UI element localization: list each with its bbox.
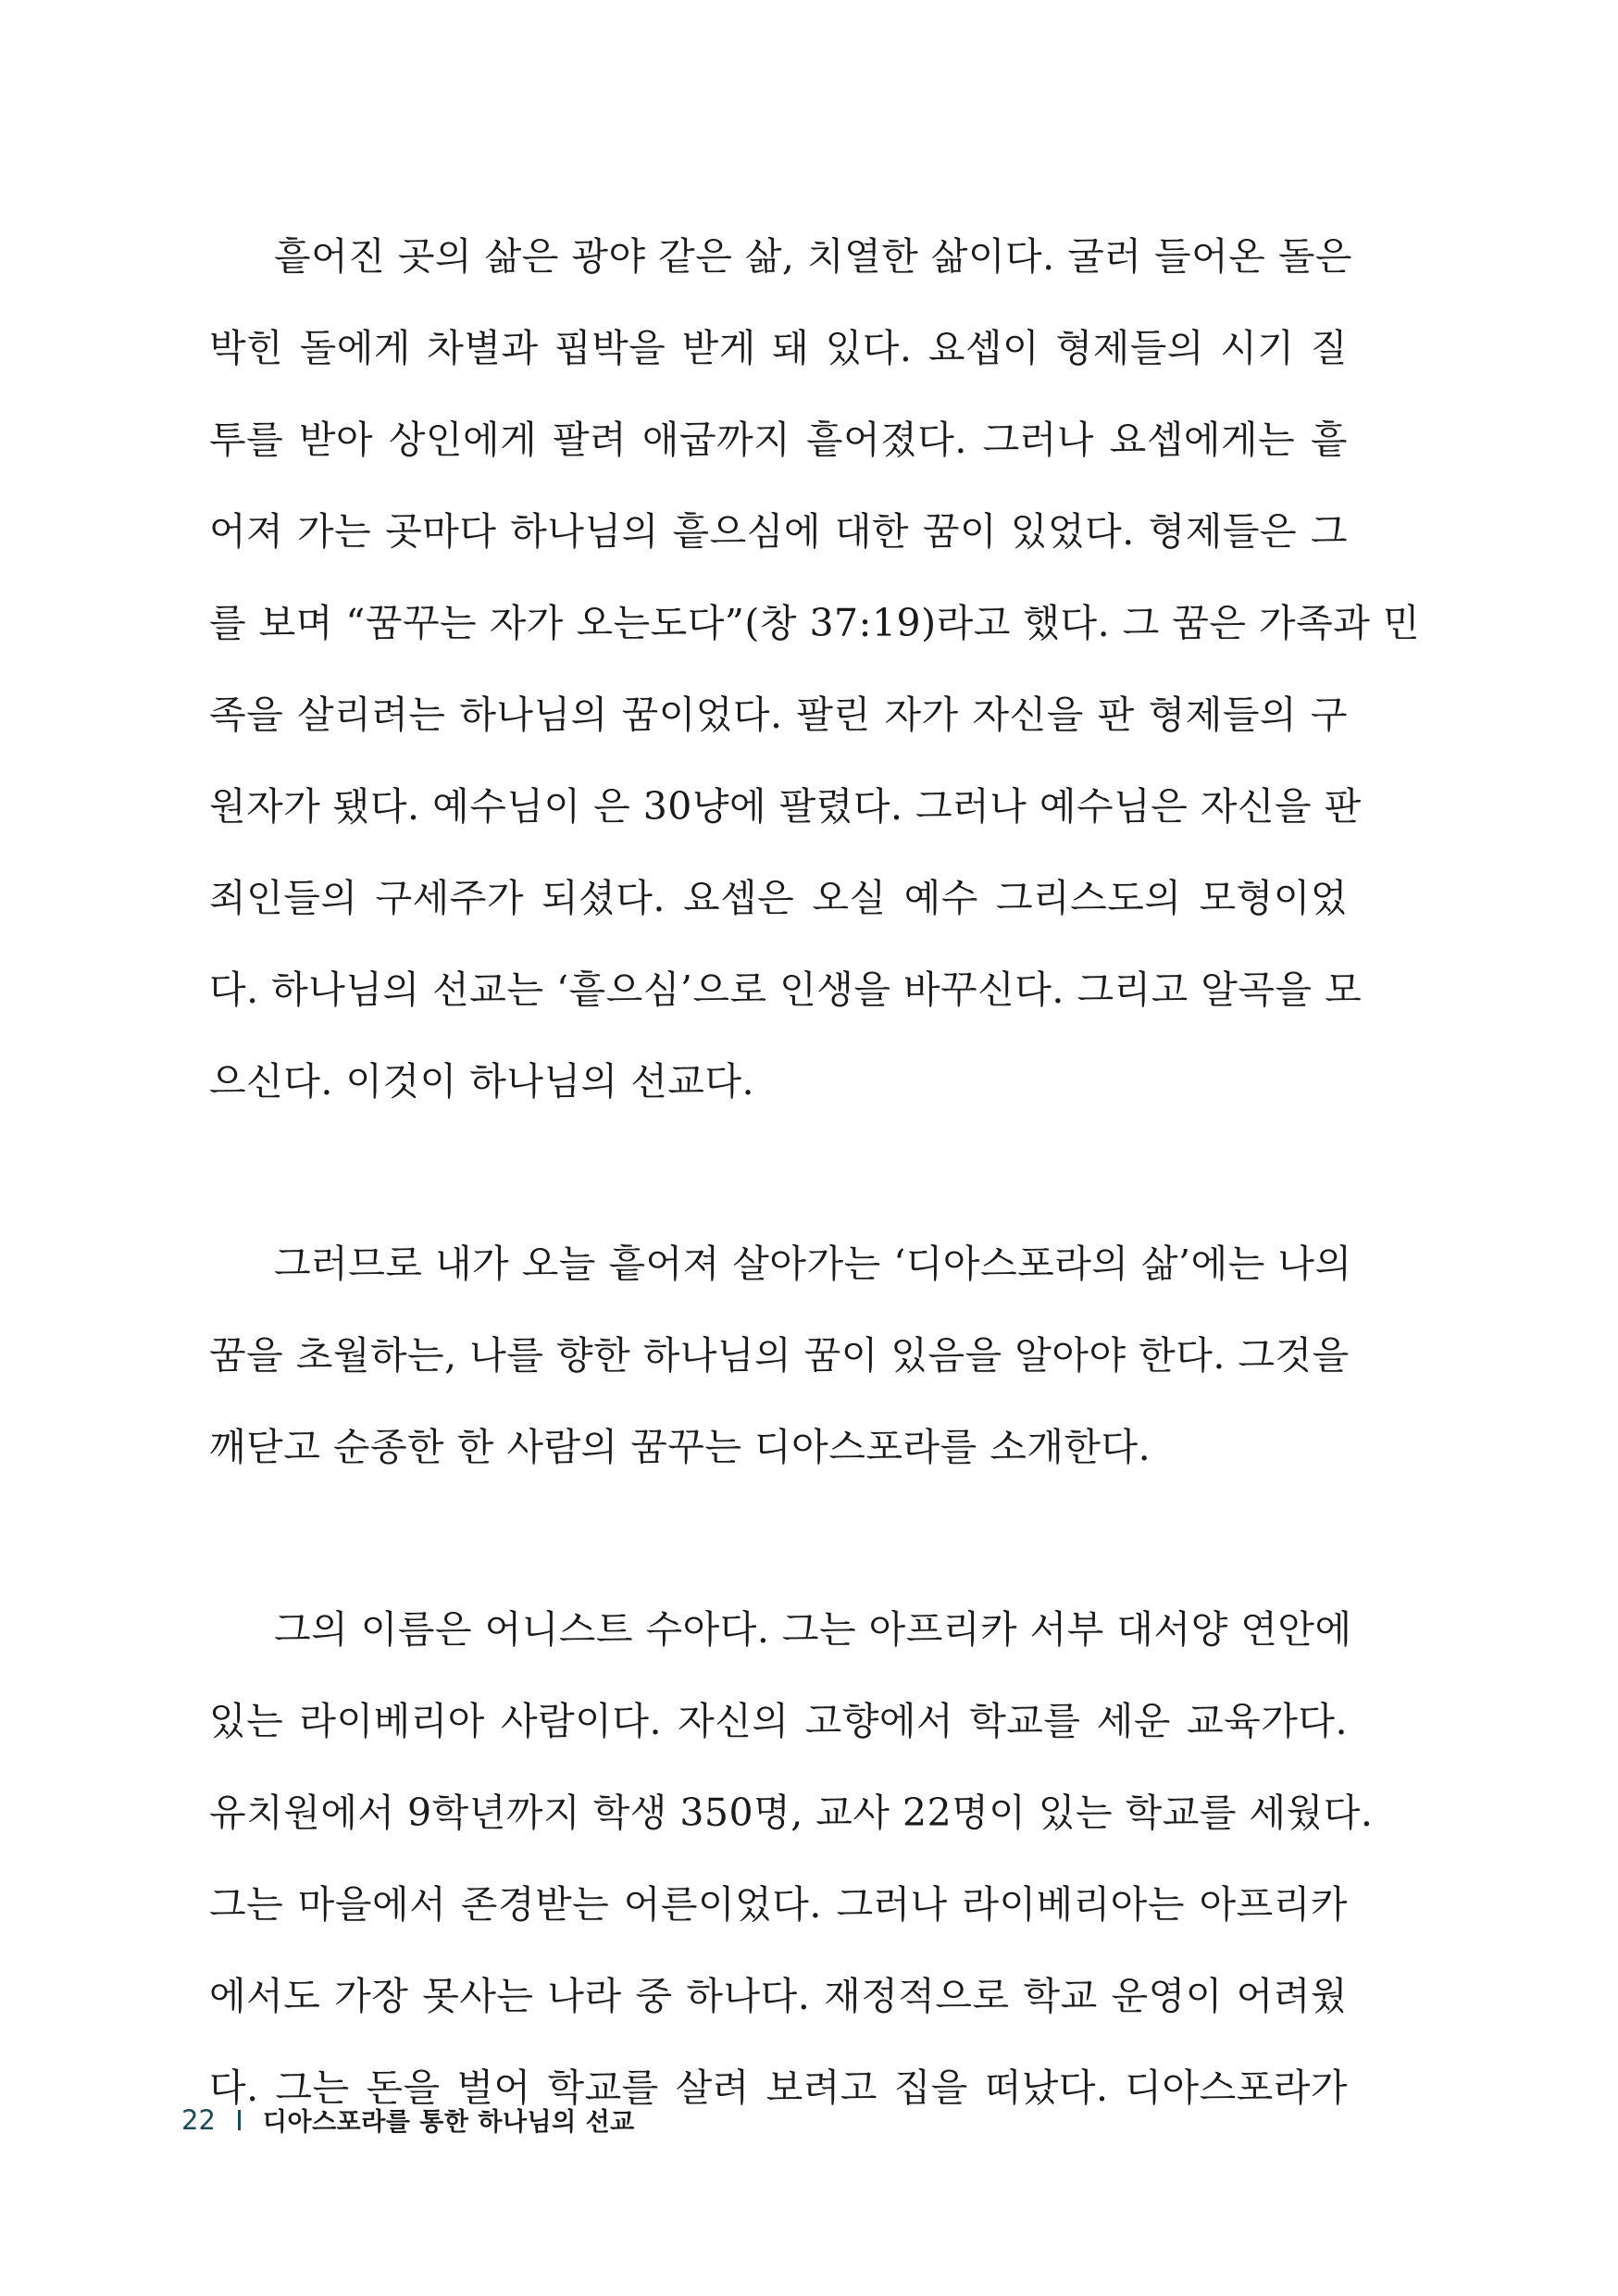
text-line: 에서도 가장 못사는 나라 중 하나다. 재정적으로 학교 운영이 어려웠 — [209, 1974, 1348, 2018]
text-line: 깨닫고 순종한 한 사람의 꿈꾸는 디아스포라를 소개한다. — [209, 1425, 1151, 1469]
text-line: 꿈을 초월하는, 나를 향한 하나님의 꿈이 있음을 알아야 한다. 그것을 — [209, 1333, 1350, 1378]
text-line: 있는 라이베리아 사람이다. 자신의 고향에서 학교를 세운 교육가다. — [209, 1699, 1348, 1743]
text-line: 흩어진 곳의 삶은 광야 같은 삶, 치열한 삶이다. 굴러 들어온 돌은 — [274, 234, 1353, 279]
page-number: 22 — [181, 2103, 216, 2136]
text-line: 유치원에서 9학년까지 학생 350명, 교사 22명이 있는 학교를 세웠다. — [209, 1791, 1374, 1835]
text-line: 족을 살리려는 하나님의 꿈이었다. 팔린 자가 자신을 판 형제들의 구 — [209, 693, 1348, 737]
text-line: 투를 받아 상인에게 팔려 애굽까지 흩어졌다. 그러나 요셉에게는 흩 — [209, 418, 1348, 462]
running-book-title: 디아스포라를 통한 하나님의 선교 — [262, 2108, 635, 2137]
text-line: 그러므로 내가 오늘 흩어져 살아가는 ‘디아스포라의 삶’에는 나의 — [274, 1242, 1352, 1286]
text-line: 다. 그는 돈을 벌어 학교를 살려 보려고 집을 떠났다. 디아스포라가 — [209, 2065, 1348, 2110]
paragraph-3 — [209, 1584, 1374, 2134]
text-line: 다. 하나님의 선교는 ‘흩으심’으로 인생을 바꾸신다. 그리고 알곡을 모 — [209, 967, 1363, 1012]
text-line: 박힌 돌에게 차별과 핍박을 받게 돼 있다. 요셉이 형제들의 시기 질 — [209, 326, 1348, 370]
text-line: 죄인들의 구세주가 되셨다. 요셉은 오실 예수 그리스도의 모형이었 — [209, 876, 1348, 920]
footer-separator — [238, 2110, 241, 2130]
text-line: 그의 이름은 어니스트 수아다. 그는 아프리카 서부 대서양 연안에 — [274, 1607, 1352, 1652]
paragraph-2 — [209, 1218, 1352, 1493]
paragraph-1 — [209, 211, 1420, 1128]
body-text — [209, 211, 1420, 2225]
text-line: 으신다. 이것이 하나님의 선교다. — [209, 1059, 755, 1104]
text-line: 원자가 됐다. 예수님이 은 30냥에 팔렸다. 그러나 예수님은 자신을 판 — [209, 784, 1362, 829]
text-line: 를 보며 “꿈꾸는 자가 오는도다”(창 37:19)라고 했다. 그 꿈은 가족과 민 — [209, 601, 1420, 645]
text-line: 어져 가는 곳마다 하나님의 흩으심에 대한 꿈이 있었다. 형제들은 그 — [209, 509, 1348, 554]
text-line: 그는 마을에서 존경받는 어른이었다. 그러나 라이베리아는 아프리카 — [209, 1882, 1348, 1927]
page-footer — [181, 2102, 635, 2138]
